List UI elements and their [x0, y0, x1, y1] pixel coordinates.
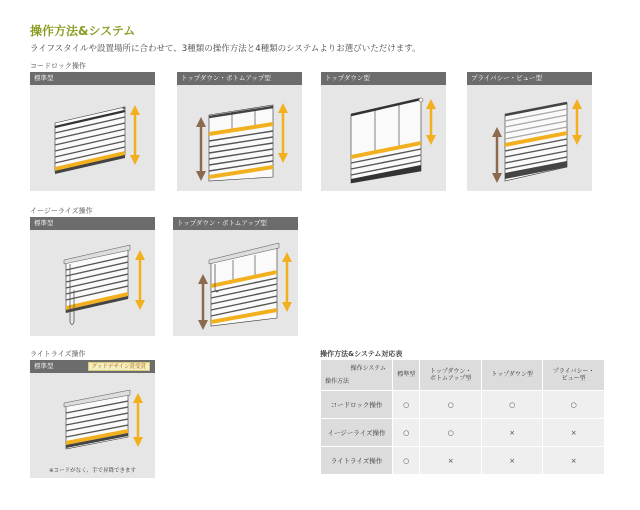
card-title: トップダウン・ボトムアップ型 — [177, 72, 302, 85]
row-label: コードロック操作 — [321, 391, 393, 419]
blind-topdown-illustration — [321, 85, 446, 191]
table-cell: × — [482, 447, 543, 475]
table-cell: ○ — [393, 447, 420, 475]
compat-header-topdown-bottomup: トップダウン・ ボトムアップ型 — [420, 360, 482, 391]
compat-table-corner — [321, 360, 393, 391]
corner-system-label: 操作システム — [350, 365, 386, 372]
compat-table — [320, 359, 605, 475]
section-label-easy-rise: イージーライズ操作 — [30, 207, 93, 215]
table-cell: × — [543, 447, 605, 475]
table-cell: ○ — [420, 419, 482, 447]
blind-easy-standard-illustration — [30, 230, 155, 336]
good-design-award-badge: グッドデザイン賞受賞 — [88, 362, 150, 371]
card-title: トップダウン型 — [321, 72, 446, 85]
table-cell: ○ — [393, 419, 420, 447]
table-cell: ○ — [482, 391, 543, 419]
compat-header-standard: 標準型 — [393, 360, 420, 391]
blind-easy-topdown-bottomup-illustration — [173, 230, 298, 336]
section-label-cord-lock: コードロック操作 — [30, 62, 86, 70]
table-cell: ○ — [420, 391, 482, 419]
blind-standard-illustration — [30, 85, 155, 191]
section-label-light-rise: ライトライズ操作 — [30, 350, 86, 358]
light-rise-note: ※コードがなく、手で昇降できます — [49, 468, 136, 474]
table-cell: × — [420, 447, 482, 475]
table-cell: × — [482, 419, 543, 447]
page-subtitle: ライフスタイルや設置場所に合わせて、3種類の操作方法と4種類のシステムよりお選びいただけます。 — [30, 44, 421, 54]
card-cord-privacy-view — [467, 72, 592, 191]
card-cord-topdown — [321, 72, 446, 191]
card-title: 標準型 — [30, 360, 155, 373]
blind-privacy-view-illustration — [467, 85, 592, 191]
page-title: 操作方法&システム — [30, 24, 136, 38]
blind-light-standard-illustration — [30, 373, 155, 453]
compat-table-header-row — [321, 360, 605, 391]
table-cell: × — [543, 419, 605, 447]
card-title: 標準型 — [30, 217, 155, 230]
card-title: トップダウン・ボトムアップ型 — [173, 217, 298, 230]
card-easy-standard — [30, 217, 155, 336]
card-light-standard — [30, 360, 155, 478]
table-cell: ○ — [393, 391, 420, 419]
corner-method-label: 操作方法 — [325, 377, 350, 385]
table-row — [321, 447, 605, 475]
table-cell: ○ — [543, 391, 605, 419]
card-cord-standard — [30, 72, 155, 191]
row-label: イージーライズ操作 — [321, 419, 393, 447]
compat-header-topdown: トップダウン型 — [482, 360, 543, 391]
row-label: ライトライズ操作 — [321, 447, 393, 475]
card-title: 標準型 — [30, 72, 155, 85]
card-title: プライバシー・ビュー型 — [467, 72, 592, 85]
blind-topdown-bottomup-illustration — [177, 85, 302, 191]
compat-table-title: 操作方法&システム対応表 — [320, 350, 403, 358]
card-cord-topdown-bottomup — [177, 72, 302, 191]
table-row — [321, 419, 605, 447]
compat-header-privacy-view: プライバシー・ ビュー型 — [543, 360, 605, 391]
card-easy-topdown-bottomup — [173, 217, 298, 336]
table-row — [321, 391, 605, 419]
